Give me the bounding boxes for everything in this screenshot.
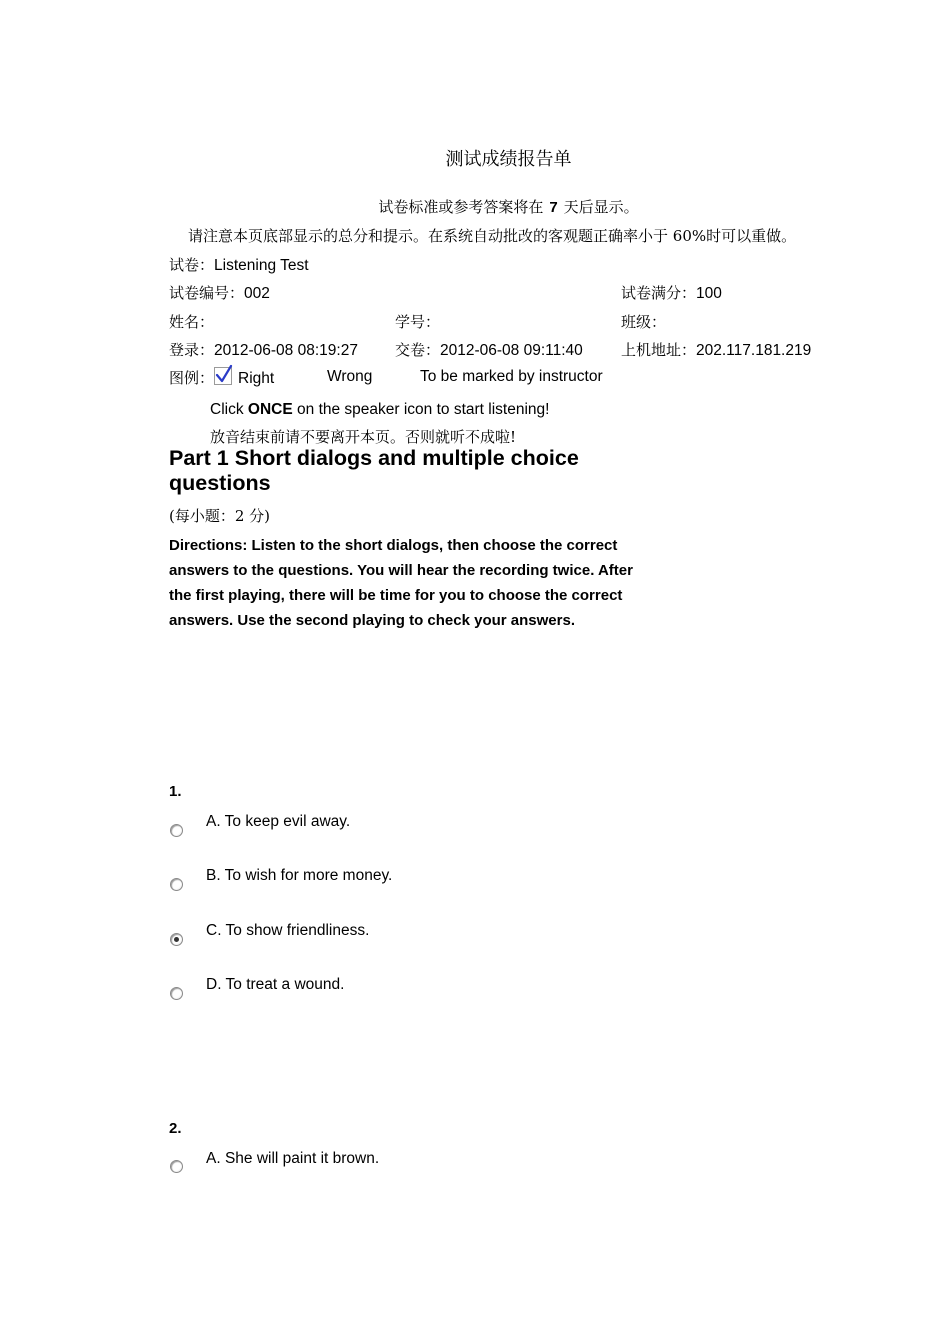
ip-address <box>621 339 811 360</box>
legend-label: 图例： <box>169 369 215 387</box>
class-label: 班级： <box>621 313 667 331</box>
notice-suffix: 天后显示。 <box>563 198 639 216</box>
score-hint: 请注意本页底部显示的总分和提示。在系统自动批改的客观题正确率小于 60%时可以重做。 <box>188 227 797 245</box>
legend-right: Right <box>238 370 275 387</box>
submit-value: 2012-06-08 09:11:40 <box>440 342 583 359</box>
submit-time <box>395 339 583 360</box>
ip-value: 202.117.181.219 <box>696 342 812 359</box>
directions: Directions: Listen to the short dialogs, then choose the correct answers to the questions. You will hear the recording twice. After the first playing, there will be time for you to choose the correct answers. Use the second playing to check your answers. <box>169 537 633 629</box>
login-time <box>169 339 358 360</box>
notice-prefix: 试卷标准或参考答案将在 <box>378 198 544 216</box>
full-score-value: 100 <box>696 285 722 302</box>
name-label: 姓名： <box>169 313 215 331</box>
full-score-label: 试卷满分： <box>621 284 697 302</box>
question-number: 2. <box>169 1120 182 1137</box>
option-label: C. To show friendliness. <box>206 922 370 939</box>
paper-value: Listening Test <box>214 257 309 274</box>
radio-q1-c[interactable] <box>170 933 183 946</box>
question-number: 1. <box>169 783 182 800</box>
full-score <box>621 282 722 303</box>
listen-instruction <box>210 401 549 419</box>
paper-no-value: 002 <box>244 285 270 302</box>
score-note: (每小题：2 分) <box>169 507 271 525</box>
radio-q1-b[interactable] <box>170 878 183 891</box>
check-icon <box>214 367 232 385</box>
radio-q1-d[interactable] <box>170 987 183 1000</box>
paper-label: 试卷： <box>169 256 215 274</box>
legend <box>169 367 274 388</box>
option-label: B. To wish for more money. <box>206 867 393 884</box>
login-value: 2012-06-08 08:19:27 <box>214 342 358 359</box>
radio-q1-a[interactable] <box>170 824 183 837</box>
option-label: A. She will paint it brown. <box>206 1150 380 1167</box>
click-prefix: Click <box>210 401 244 418</box>
page-title: 测试成绩报告单 <box>445 149 572 170</box>
legend-wrong: Wrong <box>327 368 373 385</box>
part-title: Part 1 Short dialogs and multiple choice questions <box>169 446 579 495</box>
legend-instructor: To be marked by instructor <box>420 368 603 385</box>
option-label: D. To treat a wound. <box>206 976 345 993</box>
paper-number <box>169 282 270 303</box>
notice-days: 7 <box>549 199 558 216</box>
click-bold: ONCE <box>247 401 293 418</box>
login-label: 登录： <box>169 341 215 359</box>
listen-warning: 放音结束前请不要离开本页。否则就听不成啦! <box>210 428 517 446</box>
paper-no-label: 试卷编号： <box>169 284 245 302</box>
click-suffix: on the speaker icon to start listening! <box>297 401 550 418</box>
student-no-label: 学号： <box>395 313 441 331</box>
radio-q2-a[interactable] <box>170 1160 183 1173</box>
option-label: A. To keep evil away. <box>206 813 351 830</box>
radio-selected-dot <box>174 937 179 942</box>
answer-notice <box>0 196 950 217</box>
paper-name <box>169 254 309 275</box>
submit-label: 交卷： <box>395 341 441 359</box>
ip-label: 上机地址： <box>621 341 697 359</box>
